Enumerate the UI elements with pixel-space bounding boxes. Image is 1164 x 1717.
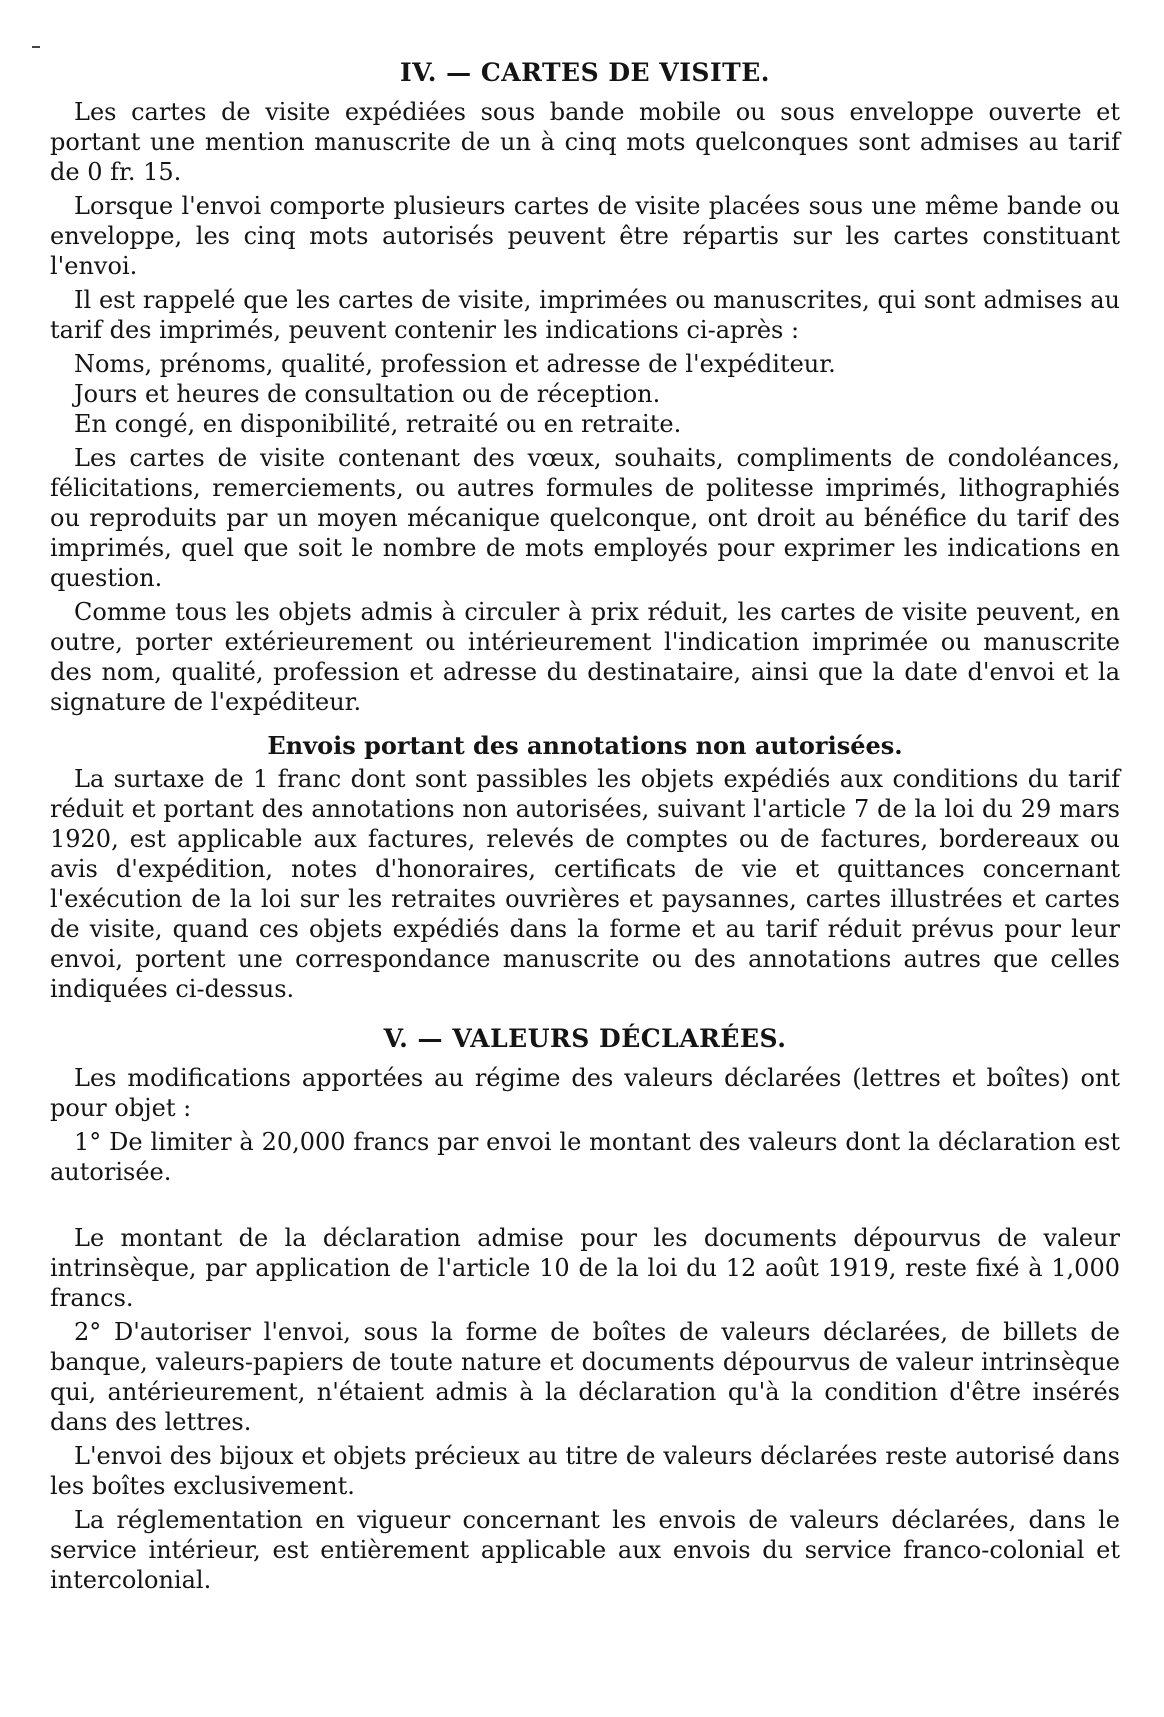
section-v-title: V. — VALEURS DÉCLARÉES.	[383, 1024, 787, 1053]
paragraph: Les modifications apportées au régime des valeurs déclarées (lettres et boîtes) ont pour objet :	[50, 1064, 1120, 1122]
list-item: En congé, en disponibilité, retraité ou en retraite.	[74, 410, 682, 438]
section-iv-title: IV. — CARTES DE VISITE.	[399, 58, 771, 87]
list-item: 2° D'autoriser l'envoi, sous la forme de boîtes de valeurs déclarées, de billets de banque, valeurs-papiers de toute nature et documents dépourvus de valeur intrinsèque qui, antérieurement, n'étaient admis à la déclaration qu'à la condition d'être insérés dans des lettres.	[50, 1318, 1120, 1436]
annotations-heading: Envois portant des annotations non autorisées.	[267, 731, 903, 760]
list-item: Noms, prénoms, qualité, profession et adresse de l'expéditeur.	[74, 350, 836, 378]
list-item: Jours et heures de consultation ou de réception.	[74, 380, 661, 408]
paragraph: Il est rappelé que les cartes de visite, imprimées ou manuscrites, qui sont admises au tarif des imprimés, peuvent contenir les indications ci-après :	[50, 286, 1120, 344]
paragraph: Le montant de la déclaration admise pour les documents dépourvus de valeur intrinsèque, par application de l'article 10 de la loi du 12 août 1919, reste fixé à 1,000 francs.	[50, 1224, 1120, 1312]
list-item: 1° De limiter à 20,000 francs par envoi le montant des valeurs dont la déclaration est autorisée.	[50, 1128, 1120, 1186]
paragraph: La réglementation en vigueur concernant les envois de valeurs déclarées, dans le service intérieur, est entièrement applicable aux envois du service franco-colonial et intercolonial.	[50, 1506, 1120, 1594]
scan-mark	[32, 46, 40, 48]
paragraph: L'envoi des bijoux et objets précieux au titre de valeurs déclarées reste autorisé dans les boîtes exclusivement.	[50, 1442, 1120, 1500]
paragraph: Comme tous les objets admis à circuler à prix réduit, les cartes de visite peuvent, en outre, porter extérieurement ou intérieurement l'indication imprimée ou manuscrite des nom, qualité, profession et adresse du destinataire, ainsi que la date d'envoi et la signature de l'expéditeur.	[50, 598, 1120, 716]
paragraph: Les cartes de visite expédiées sous bande mobile ou sous enveloppe ouverte et portant une mention manuscrite de un à cinq mots quelconques sont admises au tarif de 0 fr. 15.	[50, 98, 1120, 186]
paragraph: Les cartes de visite contenant des vœux, souhaits, compliments de condoléances, félicitations, remerciements, ou autres formules de politesse imprimés, lithographiés ou reproduits par un moyen mécanique quelconque, ont droit au bénéfice du tarif des imprimés, quel que soit le nombre de mots employés pour exprimer les indications en question.	[50, 444, 1120, 592]
paragraph: Lorsque l'envoi comporte plusieurs cartes de visite placées sous une même bande ou enveloppe, les cinq mots autorisés peuvent être répartis sur les cartes constituant l'envoi.	[50, 192, 1120, 280]
paragraph: La surtaxe de 1 franc dont sont passibles les objets expédiés aux conditions du tarif réduit et portant des annotations non autorisées, suivant l'article 7 de la loi du 29 mars 1920, est applicable aux factures, relevés de comptes ou de factures, bordereaux ou avis d'expédition, notes d'honoraires, certificats de vie et quittances concernant l'exécution de la loi sur les retraites ouvrières et paysannes, cartes illustrées et cartes de visite, quand ces objets expédiés dans la forme et au tarif réduit prévus pour leur envoi, portent une correspondance manuscrite ou des annotations autres que celles indiquées ci-dessus.	[50, 765, 1120, 1003]
